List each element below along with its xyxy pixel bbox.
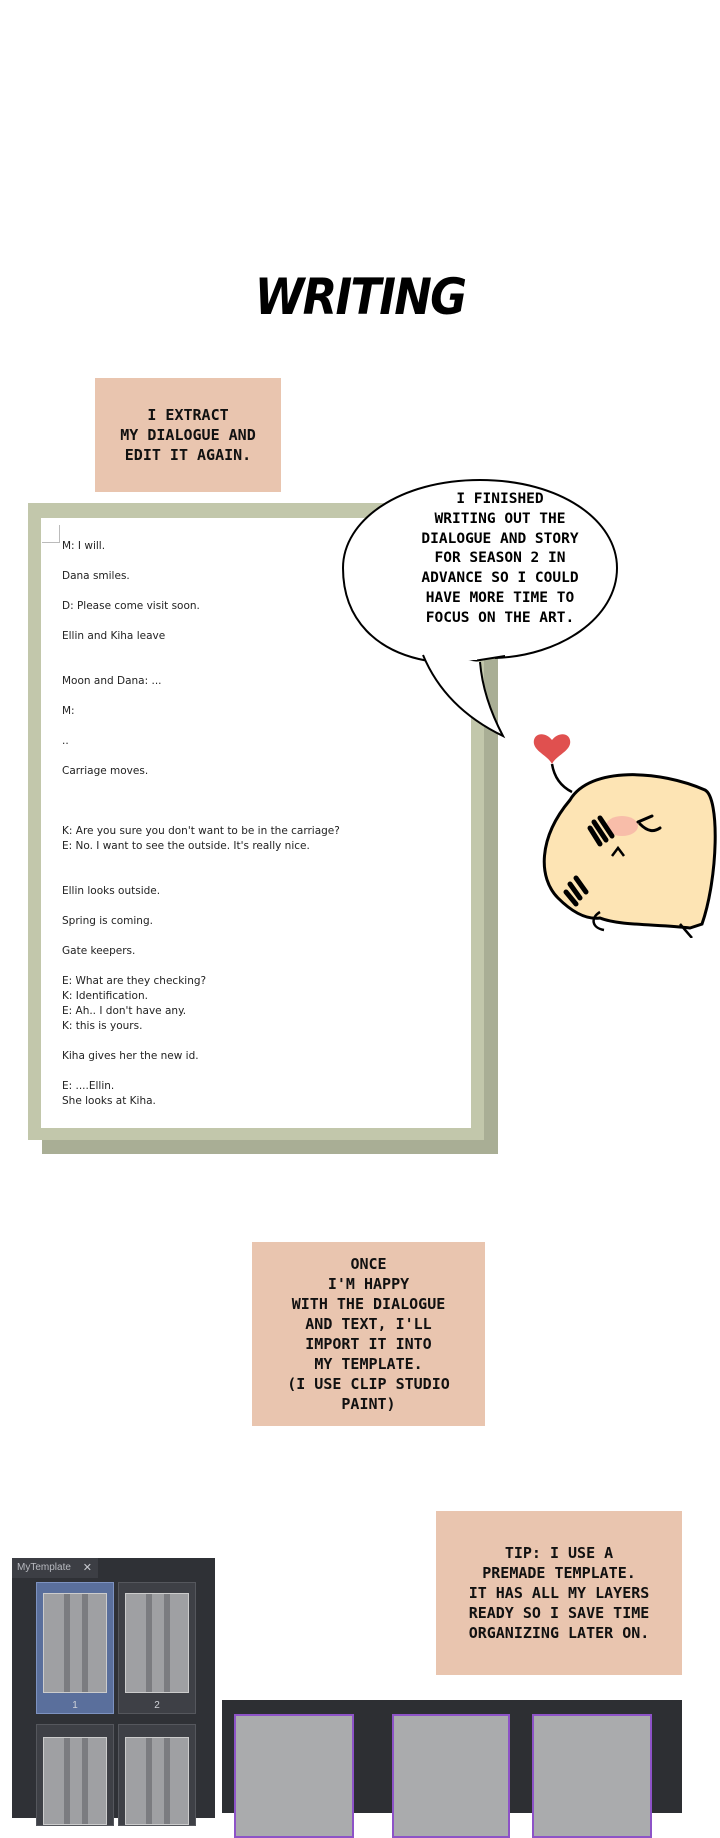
doc-line: K: Identification. (62, 990, 148, 1002)
canvas-page[interactable] (392, 1714, 510, 1838)
mascot-character (530, 728, 720, 938)
template-thumbnail-1[interactable] (36, 1582, 114, 1714)
document-corner-mark (42, 525, 60, 543)
close-icon[interactable]: ✕ (82, 1562, 92, 1574)
canvas-page[interactable] (234, 1714, 354, 1838)
thumbnail-page (125, 1593, 189, 1693)
caption-extract: I EXTRACT MY DIALOGUE AND EDIT IT AGAIN. (95, 378, 281, 492)
caption-import: ONCE I'M HAPPY WITH THE DIALOGUE AND TEXT, I'LL IMPORT IT INTO MY TEMPLATE. (I USE CLIP STUDIO PAINT) (252, 1242, 485, 1426)
doc-line: K: Are you sure you don't want to be in the carriage? (62, 825, 340, 837)
heart-icon (534, 734, 570, 764)
tab-label: MyTemplate (17, 1562, 71, 1573)
thumbnail-number: 1 (72, 1700, 78, 1711)
tab-mytemplate[interactable] (12, 1558, 98, 1578)
canvas-page[interactable] (532, 1714, 652, 1838)
template-thumbnail-3[interactable] (36, 1724, 114, 1826)
doc-line: Carriage moves. (62, 765, 149, 777)
template-thumbnail-4[interactable] (118, 1724, 196, 1826)
thumbnail-page (125, 1737, 189, 1825)
thumbnail-page (43, 1737, 107, 1825)
doc-line: Dana smiles. (62, 570, 130, 582)
doc-line: E: No. I want to see the outside. It's really nice. (62, 840, 310, 852)
mascot-body (544, 775, 715, 928)
thumbnail-page (43, 1593, 107, 1693)
doc-line: E: What are they checking? (62, 975, 207, 987)
doc-line: E: ....Ellin. (62, 1080, 115, 1092)
doc-line: She looks at Kiha. (62, 1095, 156, 1107)
doc-line: Kiha gives her the new id. (62, 1050, 199, 1062)
doc-line: Ellin and Kiha leave (62, 630, 166, 642)
doc-line: M: (62, 705, 75, 717)
doc-line: M: I will. (62, 540, 106, 552)
doc-line: Spring is coming. (62, 915, 153, 927)
doc-line: Ellin looks outside. (62, 885, 161, 897)
doc-line: Gate keepers. (62, 945, 136, 957)
template-thumbnail-2[interactable] (118, 1582, 196, 1714)
canvas-area (222, 1700, 682, 1813)
thumbnail-number: 2 (154, 1700, 160, 1711)
doc-line: D: Please come visit soon. (62, 600, 200, 612)
doc-line: .. (62, 735, 69, 747)
speech-bubble-text: I FINISHED WRITING OUT THE DIALOGUE AND STORY FOR SEASON 2 IN ADVANCE SO I COULD HAVE MORE TIME TO FOCUS ON THE ART. (421, 491, 579, 626)
doc-line: K: this is yours. (62, 1020, 143, 1032)
doc-line: E: Ah.. I don't have any. (62, 1005, 187, 1017)
caption-tip: TIP: I USE A PREMADE TEMPLATE. IT HAS ALL MY LAYERS READY SO I SAVE TIME ORGANIZING LATER ON. (436, 1511, 682, 1675)
doc-line: Moon and Dana: ... (62, 675, 162, 687)
section-title: WRITING (254, 268, 466, 326)
